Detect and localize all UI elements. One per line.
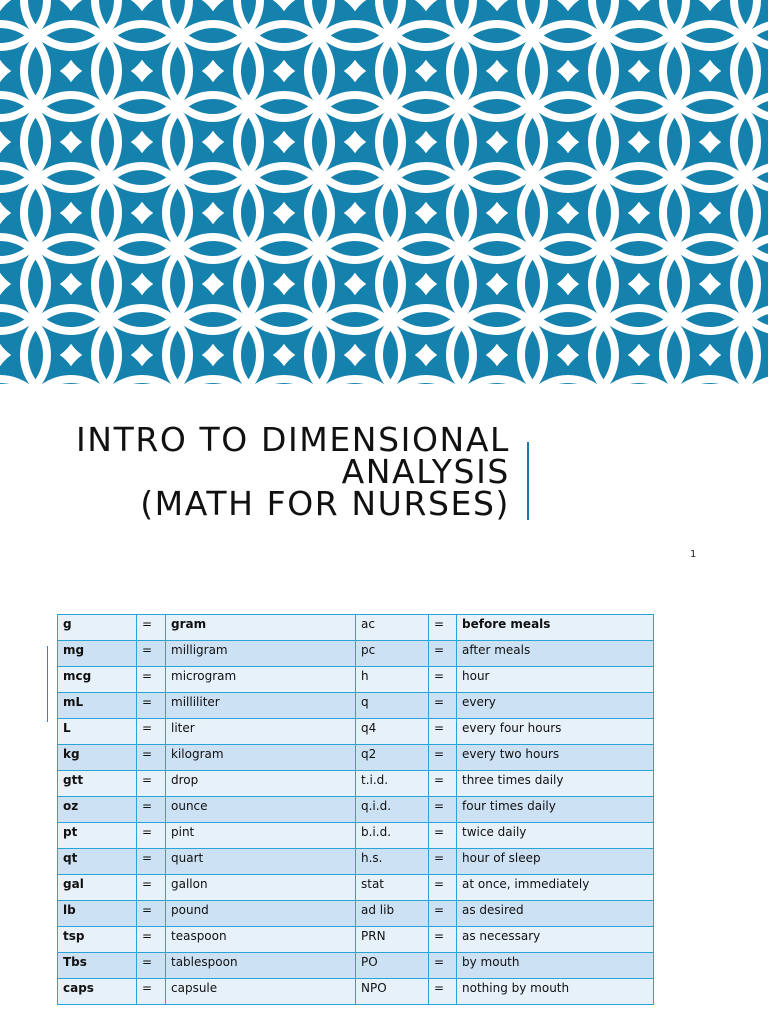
equals-cell: = <box>137 615 166 641</box>
table-row <box>58 693 654 719</box>
abbreviation-cell: PRN <box>356 927 429 953</box>
abbreviation-cell: PO <box>356 953 429 979</box>
meaning-cell: hour <box>457 667 654 693</box>
title-accent-divider <box>527 442 529 520</box>
equals-cell: = <box>429 927 457 953</box>
equals-cell: = <box>429 693 457 719</box>
abbreviation-cell: g <box>58 615 137 641</box>
abbreviation-cell: lb <box>58 901 137 927</box>
slide-title <box>40 420 510 523</box>
title-line-1: INTRO TO DIMENSIONAL <box>75 420 510 459</box>
equals-cell: = <box>429 849 457 875</box>
table-accent-line <box>47 646 48 722</box>
equals-cell: = <box>429 615 457 641</box>
abbreviation-cell: q2 <box>356 745 429 771</box>
table-row <box>58 953 654 979</box>
equals-cell: = <box>429 979 457 1005</box>
meaning-cell: four times daily <box>457 797 654 823</box>
abbreviation-cell: q.i.d. <box>356 797 429 823</box>
abbreviation-cell: q4 <box>356 719 429 745</box>
abbreviation-cell: mL <box>58 693 137 719</box>
abbreviation-cell: gtt <box>58 771 137 797</box>
abbreviation-cell: h <box>356 667 429 693</box>
equals-cell: = <box>137 875 166 901</box>
abbreviations-table <box>57 614 654 1005</box>
equals-cell: = <box>137 901 166 927</box>
equals-cell: = <box>429 823 457 849</box>
equals-cell: = <box>137 927 166 953</box>
meaning-cell: three times daily <box>457 771 654 797</box>
meaning-cell: teaspoon <box>166 927 356 953</box>
abbreviation-cell: caps <box>58 979 137 1005</box>
equals-cell: = <box>429 745 457 771</box>
abbreviation-cell: h.s. <box>356 849 429 875</box>
table-row <box>58 979 654 1005</box>
abbreviation-cell: kg <box>58 745 137 771</box>
equals-cell: = <box>429 641 457 667</box>
equals-cell: = <box>137 771 166 797</box>
table-row <box>58 849 654 875</box>
equals-cell: = <box>137 693 166 719</box>
abbreviations-table-body <box>58 615 654 1005</box>
equals-cell: = <box>137 797 166 823</box>
equals-cell: = <box>429 797 457 823</box>
title-line-3: (MATH FOR NURSES) <box>140 484 510 523</box>
equals-cell: = <box>429 667 457 693</box>
equals-cell: = <box>429 901 457 927</box>
abbreviation-cell: gal <box>58 875 137 901</box>
table-row <box>58 615 654 641</box>
abbreviation-cell: pt <box>58 823 137 849</box>
table-row <box>58 745 654 771</box>
table-row <box>58 797 654 823</box>
meaning-cell: at once, immediately <box>457 875 654 901</box>
abbreviation-cell: ac <box>356 615 429 641</box>
equals-cell: = <box>429 719 457 745</box>
abbreviation-cell: qt <box>58 849 137 875</box>
table-row <box>58 771 654 797</box>
equals-cell: = <box>137 667 166 693</box>
table-row <box>58 901 654 927</box>
table-row <box>58 641 654 667</box>
meaning-cell: as necessary <box>457 927 654 953</box>
meaning-cell: hour of sleep <box>457 849 654 875</box>
abbreviation-cell: t.i.d. <box>356 771 429 797</box>
meaning-cell: microgram <box>166 667 356 693</box>
table-row <box>58 875 654 901</box>
meaning-cell: milligram <box>166 641 356 667</box>
abbreviation-cell: stat <box>356 875 429 901</box>
equals-cell: = <box>429 875 457 901</box>
equals-cell: = <box>137 745 166 771</box>
page-number: 1 <box>690 549 697 560</box>
equals-cell: = <box>137 979 166 1005</box>
meaning-cell: liter <box>166 719 356 745</box>
meaning-cell: quart <box>166 849 356 875</box>
equals-cell: = <box>137 953 166 979</box>
abbreviation-cell: q <box>356 693 429 719</box>
abbreviation-cell: mg <box>58 641 137 667</box>
meaning-cell: every <box>457 693 654 719</box>
banner-circle-overlay <box>0 0 768 384</box>
equals-cell: = <box>137 719 166 745</box>
meaning-cell: capsule <box>166 979 356 1005</box>
abbreviation-cell: oz <box>58 797 137 823</box>
meaning-cell: by mouth <box>457 953 654 979</box>
meaning-cell: before meals <box>457 615 654 641</box>
meaning-cell: every four hours <box>457 719 654 745</box>
meaning-cell: after meals <box>457 641 654 667</box>
meaning-cell: milliliter <box>166 693 356 719</box>
meaning-cell: gram <box>166 615 356 641</box>
decorative-pattern-banner <box>0 0 768 384</box>
meaning-cell: pint <box>166 823 356 849</box>
meaning-cell: tablespoon <box>166 953 356 979</box>
abbreviation-cell: b.i.d. <box>356 823 429 849</box>
meaning-cell: kilogram <box>166 745 356 771</box>
abbreviation-cell: tsp <box>58 927 137 953</box>
title-line-2: ANALYSIS <box>341 452 510 491</box>
abbreviation-cell: Tbs <box>58 953 137 979</box>
interlocking-circles-pattern <box>0 0 768 384</box>
meaning-cell: every two hours <box>457 745 654 771</box>
abbreviation-cell: mcg <box>58 667 137 693</box>
abbreviation-cell: ad lib <box>356 901 429 927</box>
meaning-cell: as desired <box>457 901 654 927</box>
meaning-cell: nothing by mouth <box>457 979 654 1005</box>
abbreviation-cell: L <box>58 719 137 745</box>
equals-cell: = <box>137 823 166 849</box>
table-row <box>58 667 654 693</box>
equals-cell: = <box>429 771 457 797</box>
equals-cell: = <box>137 849 166 875</box>
table-row <box>58 719 654 745</box>
meaning-cell: drop <box>166 771 356 797</box>
table-row <box>58 823 654 849</box>
abbreviation-cell: pc <box>356 641 429 667</box>
equals-cell: = <box>137 641 166 667</box>
meaning-cell: ounce <box>166 797 356 823</box>
meaning-cell: twice daily <box>457 823 654 849</box>
table-row <box>58 927 654 953</box>
meaning-cell: gallon <box>166 875 356 901</box>
equals-cell: = <box>429 953 457 979</box>
meaning-cell: pound <box>166 901 356 927</box>
abbreviation-cell: NPO <box>356 979 429 1005</box>
